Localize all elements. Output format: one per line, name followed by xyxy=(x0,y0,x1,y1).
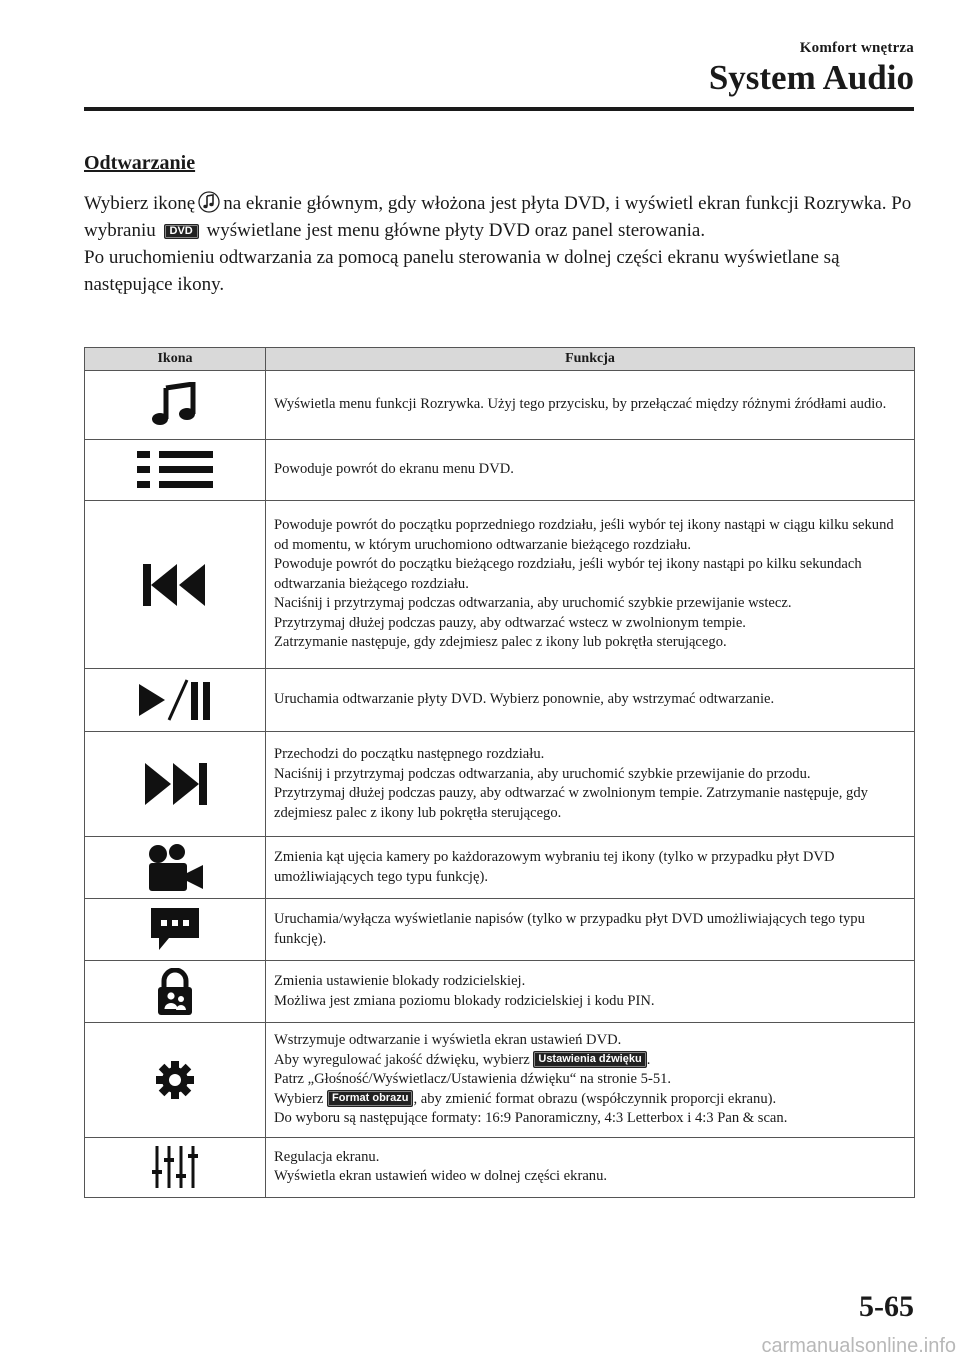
description-text: . xyxy=(646,1051,651,1068)
description-line: Przechodzi do początku następnego rozdziału. xyxy=(274,746,545,762)
table-row xyxy=(85,1023,915,1138)
sound-settings-tag: Ustawienia dźwięku xyxy=(533,1051,646,1068)
intro-paragraph-2: Po uruchomieniu odtwarzania za pomocą panelu sterowania w dolnej części ekranu wyświetlane są następujące ikony. xyxy=(84,247,840,295)
play-pause-icon xyxy=(137,678,213,722)
function-description xyxy=(266,1137,915,1197)
table-row xyxy=(85,899,915,961)
description-line: Możliwa jest zmiana poziomu blokady rodzicielskiej i kodu PIN. xyxy=(274,992,655,1009)
description-line: Do wyboru są następujące formaty: 16:9 Panoramiczny, 4:3 Letterbox i 4:3 Pan & scan. xyxy=(274,1110,788,1126)
video-camera-icon xyxy=(145,843,205,893)
dvd-button-tag: DVD xyxy=(164,224,199,239)
function-description xyxy=(266,501,915,669)
function-description xyxy=(266,961,915,1023)
description-text: , aby zmienić format obrazu (współczynnik proporcji ekranu). xyxy=(413,1090,777,1107)
table-row xyxy=(85,669,915,732)
subtitles-icon xyxy=(151,908,199,952)
function-description xyxy=(266,732,915,837)
header-divider xyxy=(84,107,914,111)
function-description xyxy=(266,837,915,899)
column-header-function: Funkcja xyxy=(266,348,915,371)
page-title: System Audio xyxy=(708,58,914,97)
icon-function-table xyxy=(84,347,915,1198)
description-line: Powoduje powrót do ekranu menu DVD. xyxy=(274,461,514,478)
table-header-row xyxy=(85,348,915,371)
description-line: Zmienia ustawienie blokady rodzicielskiej. xyxy=(274,973,526,989)
function-description xyxy=(266,669,915,732)
page-header xyxy=(709,40,914,97)
description-line: Naciśnij i przytrzymaj podczas odtwarzania, aby uruchomić szybkie przewijanie do przodu. xyxy=(274,765,811,782)
table-row xyxy=(85,501,915,669)
watermark: carmanualsonline.info xyxy=(761,1335,956,1357)
gear-icon xyxy=(155,1060,195,1100)
description-line xyxy=(274,1051,908,1071)
table-row xyxy=(85,837,915,899)
column-header-icon: Ikona xyxy=(85,348,266,371)
description-line: Naciśnij i przytrzymaj podczas odtwarzania, aby uruchomić szybkie przewijanie wstecz. xyxy=(274,595,792,612)
description-line: Patrz „Głośność/Wyświetlacz/Ustawienia dźwięku“ na stronie 5-51. xyxy=(274,1071,672,1087)
description-line: Uruchamia odtwarzanie płyty DVD. Wybierz ponownie, aby wstrzymać odtwarzanie. xyxy=(274,691,775,708)
description-line: Przytrzymaj dłużej podczas pauzy, aby odtwarzać w zwolnionym tempie. Zatrzymanie następuje, gdy zdejmiesz palec z ikony lub pokrętła sterującego. xyxy=(274,785,868,821)
intro-text: Wybierz ikonę xyxy=(84,193,196,214)
description-line: Powoduje powrót do początku bieżącego rozdziału, jeśli wybór tej ikony nastąpi po kilku sekundach odtwarzania bieżącego rozdziału. xyxy=(274,556,862,592)
description-line: Zatrzymanie następuje, gdy zdejmiesz palec z ikony lub pokrętła sterującego. xyxy=(274,634,727,651)
music-note-icon xyxy=(149,382,201,428)
description-line: Przytrzymaj dłużej podczas pauzy, aby odtwarzać wstecz w zwolnionym tempie. xyxy=(274,614,746,631)
intro-text: wyświetlane jest menu główne płyty DVD oraz panel sterowania. xyxy=(206,220,706,241)
table-row xyxy=(85,961,915,1023)
section-label: Komfort wnętrza xyxy=(799,40,914,56)
table-row xyxy=(85,732,915,837)
description-line: Regulacja ekranu. xyxy=(274,1148,380,1165)
description-text: Wybierz xyxy=(274,1090,324,1107)
description-line: Powoduje powrót do początku poprzedniego rozdziału, jeśli wybór tej ikony nastąpi w ciągu kilku sekund od momentu, w którym uruchomiono odtwarzanie bieżącego rozdziału. xyxy=(274,517,894,553)
table-row xyxy=(85,371,915,440)
function-description xyxy=(266,1023,915,1138)
description-line: Zmienia kąt ujęcia kamery po każdorazowym wybraniu tej ikony (tylko w przypadku płyt DVD umożliwiających tego typu funkcję). xyxy=(274,849,835,885)
function-description xyxy=(266,440,915,501)
skip-next-icon xyxy=(143,763,207,805)
description-line: Uruchamia/wyłącza wyświetlanie napisów (tylko w przypadku płyt DVD umożliwiających tego typu funkcję). xyxy=(274,911,865,947)
list-menu-icon xyxy=(135,447,215,493)
picture-format-tag: Format obrazu xyxy=(327,1090,413,1107)
description-line xyxy=(274,1090,908,1110)
section-heading: Odtwarzanie xyxy=(84,152,196,174)
table-row xyxy=(85,440,915,501)
music-note-icon xyxy=(198,190,220,214)
description-text: Aby wyregulować jakość dźwięku, wybierz xyxy=(274,1051,530,1068)
description-line: Wyświetla menu funkcji Rozrywka. Użyj tego przycisku, by przełączać między różnymi źródłami audio. xyxy=(274,396,887,413)
intro-text: na ekranie głównym, gdy włożona jest płyta DVD, i wyświetl ekran funkcji Rozrywka. Po wybraniu xyxy=(84,193,912,241)
description-line: Wyświetla ekran ustawień wideo w dolnej części ekranu. xyxy=(274,1168,608,1184)
page-number: 5-65 xyxy=(859,1290,914,1323)
table-row xyxy=(85,1137,915,1197)
function-description xyxy=(266,371,915,440)
parental-lock-icon xyxy=(155,968,195,1016)
equalizer-sliders-icon xyxy=(152,1144,198,1190)
description-line: Wstrzymuje odtwarzanie i wyświetla ekran ustawień DVD. xyxy=(274,1032,622,1048)
skip-previous-icon xyxy=(143,564,207,606)
function-description xyxy=(266,899,915,961)
intro-section xyxy=(84,150,914,298)
intro-paragraph-1 xyxy=(84,190,914,244)
